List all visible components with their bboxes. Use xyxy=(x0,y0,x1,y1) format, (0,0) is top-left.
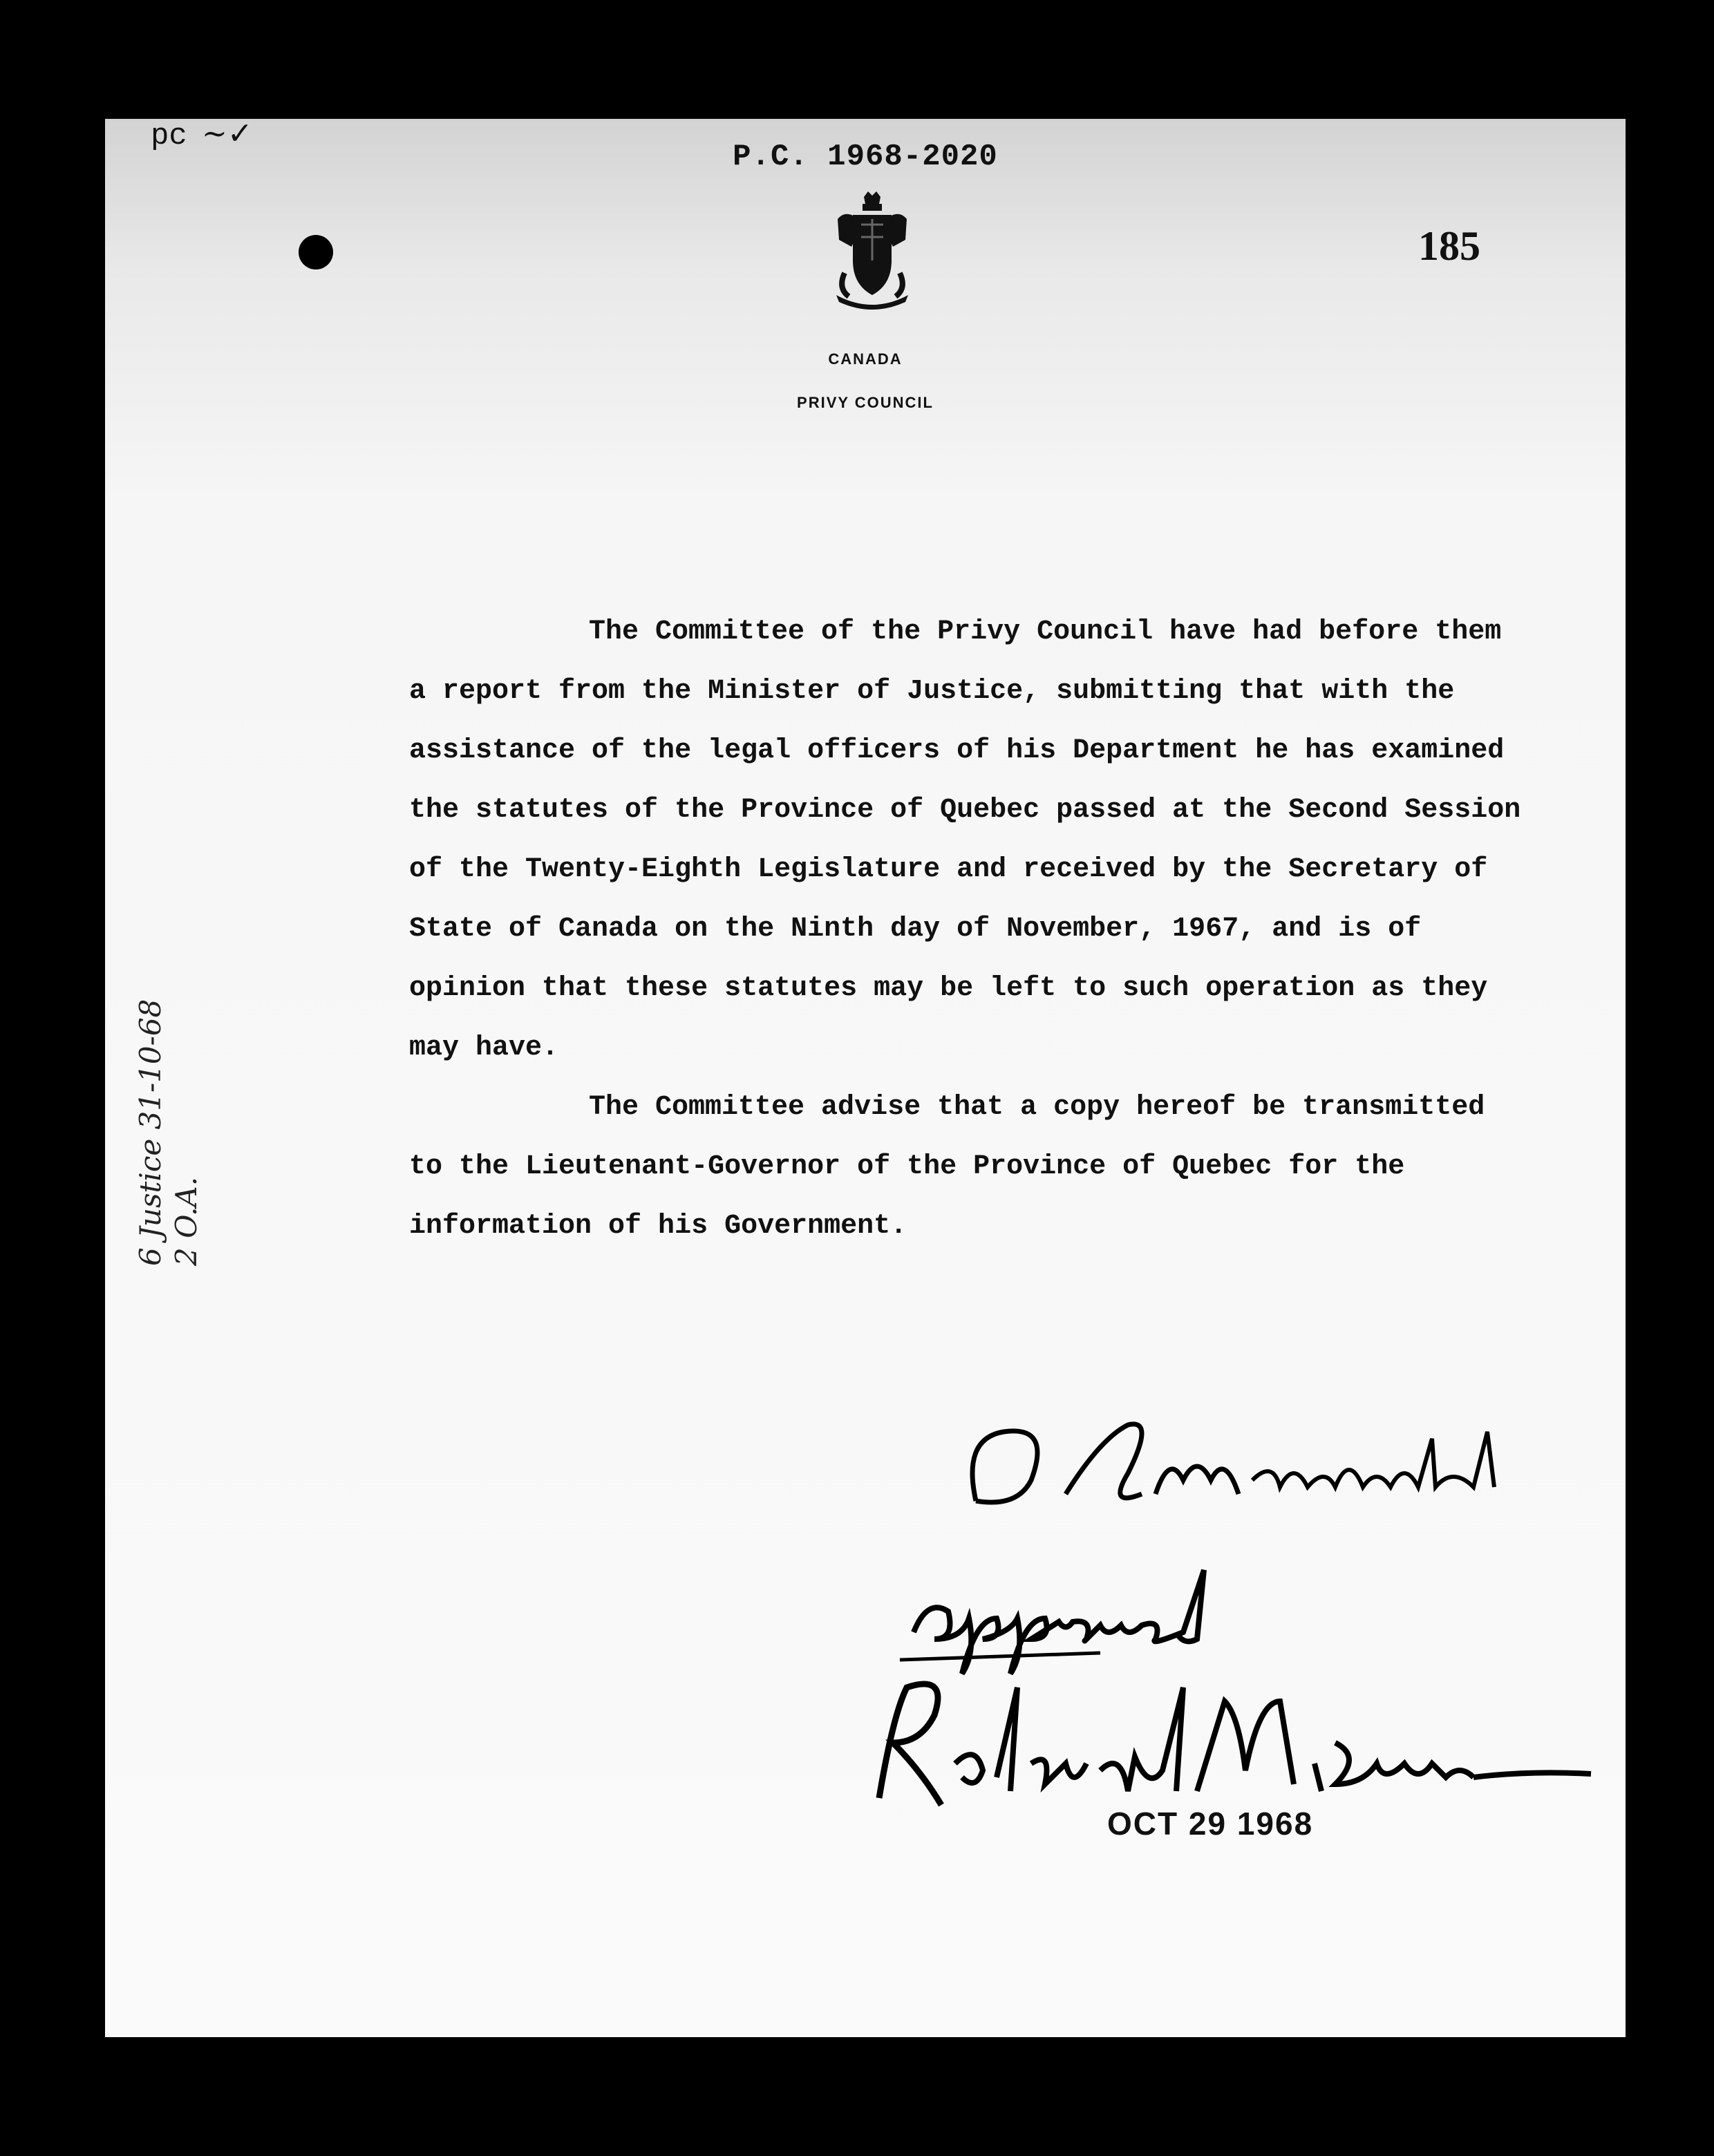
corner-check-marks: ~✓ xyxy=(202,116,253,151)
corner-mark: pc xyxy=(151,119,187,153)
document-page xyxy=(105,116,1626,2037)
crest-body-label: PRIVY COUNCIL xyxy=(797,394,934,411)
clerk-signature xyxy=(948,1397,1570,1529)
margin-note-line-1: 6 Justice 31-10-68 xyxy=(133,999,167,1266)
crest-country-label: CANADA xyxy=(828,350,903,368)
handwritten-margin-note xyxy=(133,851,205,1266)
punch-hole xyxy=(299,235,333,270)
body-paragraph-1: The Committee of the Privy Council have had before them a report from the Minister of Justice, submitting that with the assistance of the legal officers of his Department he has examined the statutes of the Province of Quebec passed at the Second Session of the Twenty-Eighth Legislature and received by the Secretary of State of Canada on the Ninth day of November, 1967, and is of opinion that these statutes may be left to such operation as they may have. xyxy=(409,616,1521,1063)
date-stamp: OCT 29 1968 xyxy=(1107,1806,1314,1842)
body-paragraph-2: The Committee advise that a copy hereof be transmitted to the Lieutenant-Governor of the Province of Quebec for the information of his Government. xyxy=(409,1092,1485,1242)
order-body xyxy=(409,603,1529,1256)
margin-note-line-2: 2 O.A. xyxy=(169,1176,203,1266)
coat-of-arms-icon xyxy=(824,191,921,312)
order-number: P.C. 1968-2020 xyxy=(733,140,998,174)
page-number: 185 xyxy=(1418,223,1480,269)
governor-signature xyxy=(838,1660,1598,1826)
